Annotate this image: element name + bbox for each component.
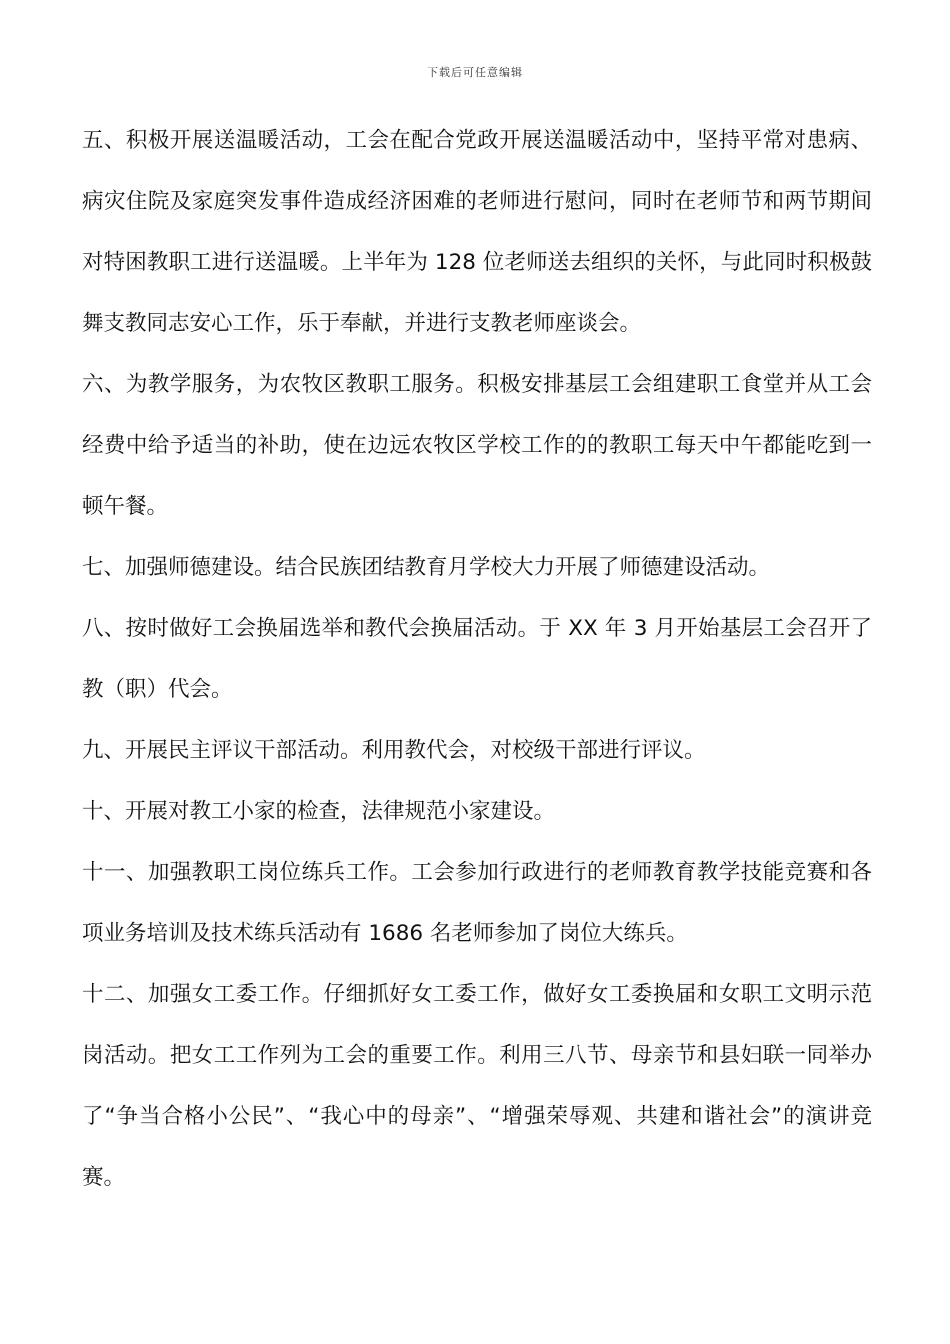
page-header-note: 下载后可任意编辑: [427, 66, 523, 79]
document-body: [82, 110, 872, 1208]
paragraph-8-elections: 八、按时做好工会换届选举和教代会换届活动。于 XX 年 3 月开始基层工会召开了教（职）代会。: [82, 616, 872, 702]
paragraph-9-evaluation: 九、开展民主评议干部活动。利用教代会，对校级干部进行评议。: [82, 738, 706, 763]
paragraph-10-inspection: 十、开展对教工小家的检查，法律规范小家建设。: [82, 799, 556, 824]
paragraph-5-warmth-activities: 五、积极开展送温暖活动，工会在配合党政开展送温暖活动中，坚持平常对患病、病灾住院及家庭突发事件造成经济困难的老师进行慰问，同时在老师节和两节期间对特困教职工进行送温暖。上半年为 128 位老师送去组织的关怀，与此同时积极鼓舞支教同志安心工作，乐于奉献，并进行支教老师座谈会。: [82, 128, 872, 336]
paragraph-12-women-committee: 十二、加强女工委工作。仔细抓好女工委工作，做好女工委换届和女职工文明示范岗活动。把女工工作列为工会的重要工作。利用三八节、母亲节和县妇联一同举办了“争当合格小公民”、“我心中的母亲”、“增强荣辱观、共建和谐社会”的演讲竞赛。: [82, 982, 872, 1190]
paragraph-6-teaching-service: 六、为教学服务，为农牧区教职工服务。积极安排基层工会组建职工食堂并从工会经费中给予适当的补助，使在边远农牧区学校工作的的教职工每天中午都能吃到一顿午餐。: [82, 372, 872, 519]
paragraph-11-skills-training: 十一、加强教职工岗位练兵工作。工会参加行政进行的老师教育教学技能竞赛和各项业务培训及技术练兵活动有 1686 名老师参加了岗位大练兵。: [82, 860, 872, 946]
paragraph-7-ethics: 七、加强师德建设。结合民族团结教育月学校大力开展了师德建设活动。: [82, 555, 771, 580]
